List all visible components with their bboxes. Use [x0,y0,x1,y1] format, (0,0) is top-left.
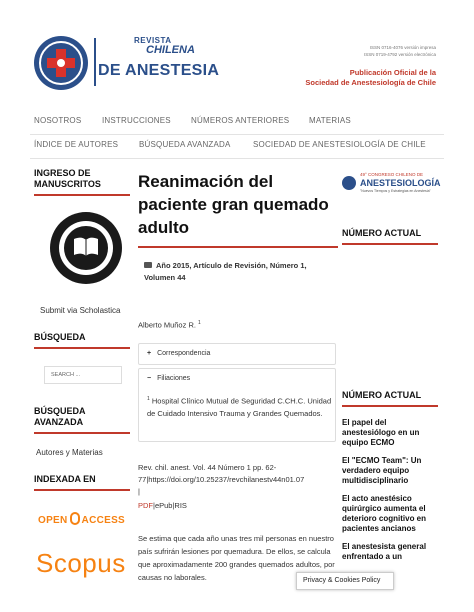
open-access-open-text: OPEN [38,515,68,526]
nav-item-materias[interactable]: MATERIAS [309,116,351,125]
congreso-main-text: ANESTESIOLOGÍA [360,178,441,188]
official-line-1: Publicación Oficial de la [349,68,436,77]
affiliations-body [139,389,335,420]
nav-item-numeros-anteriores[interactable]: NÚMEROS ANTERIORES [191,116,290,125]
current-issue-title-2: NÚMERO ACTUAL [342,390,438,407]
nav-divider-bottom [30,158,444,159]
affiliations-label: Filiaciones [157,375,191,382]
advanced-search-widget-title: BÚSQUEDA AVANZADA [34,406,130,434]
issn-print: ISSN 0716-4076 versión impresa [369,45,436,50]
affiliations-accordion[interactable] [138,368,336,442]
author-affiliation-sup: 1 [198,320,201,326]
affiliation-sup: 1 [147,396,150,402]
folder-icon [144,262,152,268]
article-title: Reanimación del paciente gran quemado adulto [138,172,329,237]
search-widget-title: BÚSQUEDA [34,332,130,349]
current-issue-list [342,418,438,570]
open-access-logo[interactable] [38,512,125,526]
article-citation [138,462,336,498]
manuscripts-widget-title: INGRESO DE MANUSCRITOS [34,168,130,196]
current-issue-article[interactable]: El acto anestésico quirúrgico aumenta el deterioro cognitivo en pacientes ancianos [342,494,427,533]
minus-icon: − [147,375,152,382]
congreso-sub-text: "Nuevos Tiempos y Estrategias en Anestesia" [360,189,431,193]
affiliations-accordion-header[interactable] [139,369,335,389]
congreso-banner[interactable] [342,172,441,196]
open-book-icon[interactable] [50,212,122,284]
correspondence-accordion[interactable] [138,343,336,365]
site-header [0,0,474,100]
current-issue-article[interactable]: El papel del anestesiólogo en un equipo ECMO [342,418,420,447]
article-meta-text[interactable]: Año 2015, Artículo de Revisión, Número 1, Volumen 44 [144,261,307,282]
correspondence-label: Correspondencia [157,350,211,357]
issn-info [364,44,436,58]
privacy-cookies-button[interactable]: Privacy & Cookies Policy [296,572,394,590]
author-name: Alberto Muñoz R. [138,320,196,330]
open-access-access-text: ACCESS [81,515,126,526]
download-formats [138,501,187,510]
search-input[interactable]: SEARCH ... [44,366,122,384]
nav-item-busqueda-avanzada[interactable]: BÚSQUEDA AVANZADA [139,140,231,149]
congreso-small-text: 49° CONGRESO CHILENO DE [360,172,424,177]
citation-bar: | [138,487,140,496]
society-seal-logo[interactable] [34,36,88,90]
correspondence-accordion-header[interactable] [139,344,335,364]
left-sidebar [34,168,130,578]
nav-item-nosotros[interactable]: NOSOTROS [34,116,82,125]
nav-item-instrucciones[interactable]: INSTRUCCIONES [102,116,171,125]
nav-divider [30,134,444,135]
nav-item-indice-autores[interactable]: ÍNDICE DE AUTORES [34,140,119,149]
official-publication-note [305,68,436,88]
plus-icon: + [147,350,152,357]
authors-subjects-link[interactable]: Autores y Materias [36,448,103,457]
current-issue-article[interactable]: El anestesista general enfrentado a un [342,542,427,561]
brand-divider [94,38,96,86]
citation-text[interactable]: Rev. chil. anest. Vol. 44 Número 1 pp. 62-77|https://doi.org/10.25237/revchilanestv44n01.07 [138,463,305,484]
epub-ris-links[interactable]: |ePub|RIS [153,501,187,510]
brand-revista-label: REVISTA [134,36,172,45]
nav-item-sociedad[interactable]: SOCIEDAD DE ANESTESIOLOGÍA DE CHILE [253,140,426,149]
article-author[interactable] [138,320,201,330]
pdf-link[interactable]: PDF [138,501,153,510]
affiliation-text: Hospital Clínico Mutual de Seguridad C.CH.C. Unidad de Cuidado Intensivo Trauma y Grandes Quemados. [147,396,332,418]
open-lock-icon [70,512,80,525]
brand-chilena-label: CHILENA [146,44,195,56]
official-line-2: Sociedad de Anestesiología de Chile [305,78,436,87]
journal-title[interactable]: DE ANESTESIA [98,62,220,79]
submit-scholastica-link[interactable]: Submit via Scholastica [40,306,121,315]
indexed-widget-title: INDEXADA EN [34,474,130,491]
article-abstract: Se estima que cada año unas tres mil personas en nuestro país sufrirán lesiones por quemadura. De ellos, se calcula que aproximadamente 200 grandes quemados adultos, por causas no laborales. [138,534,335,582]
current-issue-title-1: NÚMERO ACTUAL [342,228,438,245]
issn-electronic: ISSN 0719-4792 versión electrónica [363,52,436,57]
congreso-badge-icon [342,176,356,190]
article-meta [144,260,334,284]
title-underline [138,246,338,248]
scopus-logo[interactable]: Scopus [36,548,126,578]
current-issue-article[interactable]: El "ECMO Team": Un verdadero equipo multidisciplinario [342,456,422,485]
